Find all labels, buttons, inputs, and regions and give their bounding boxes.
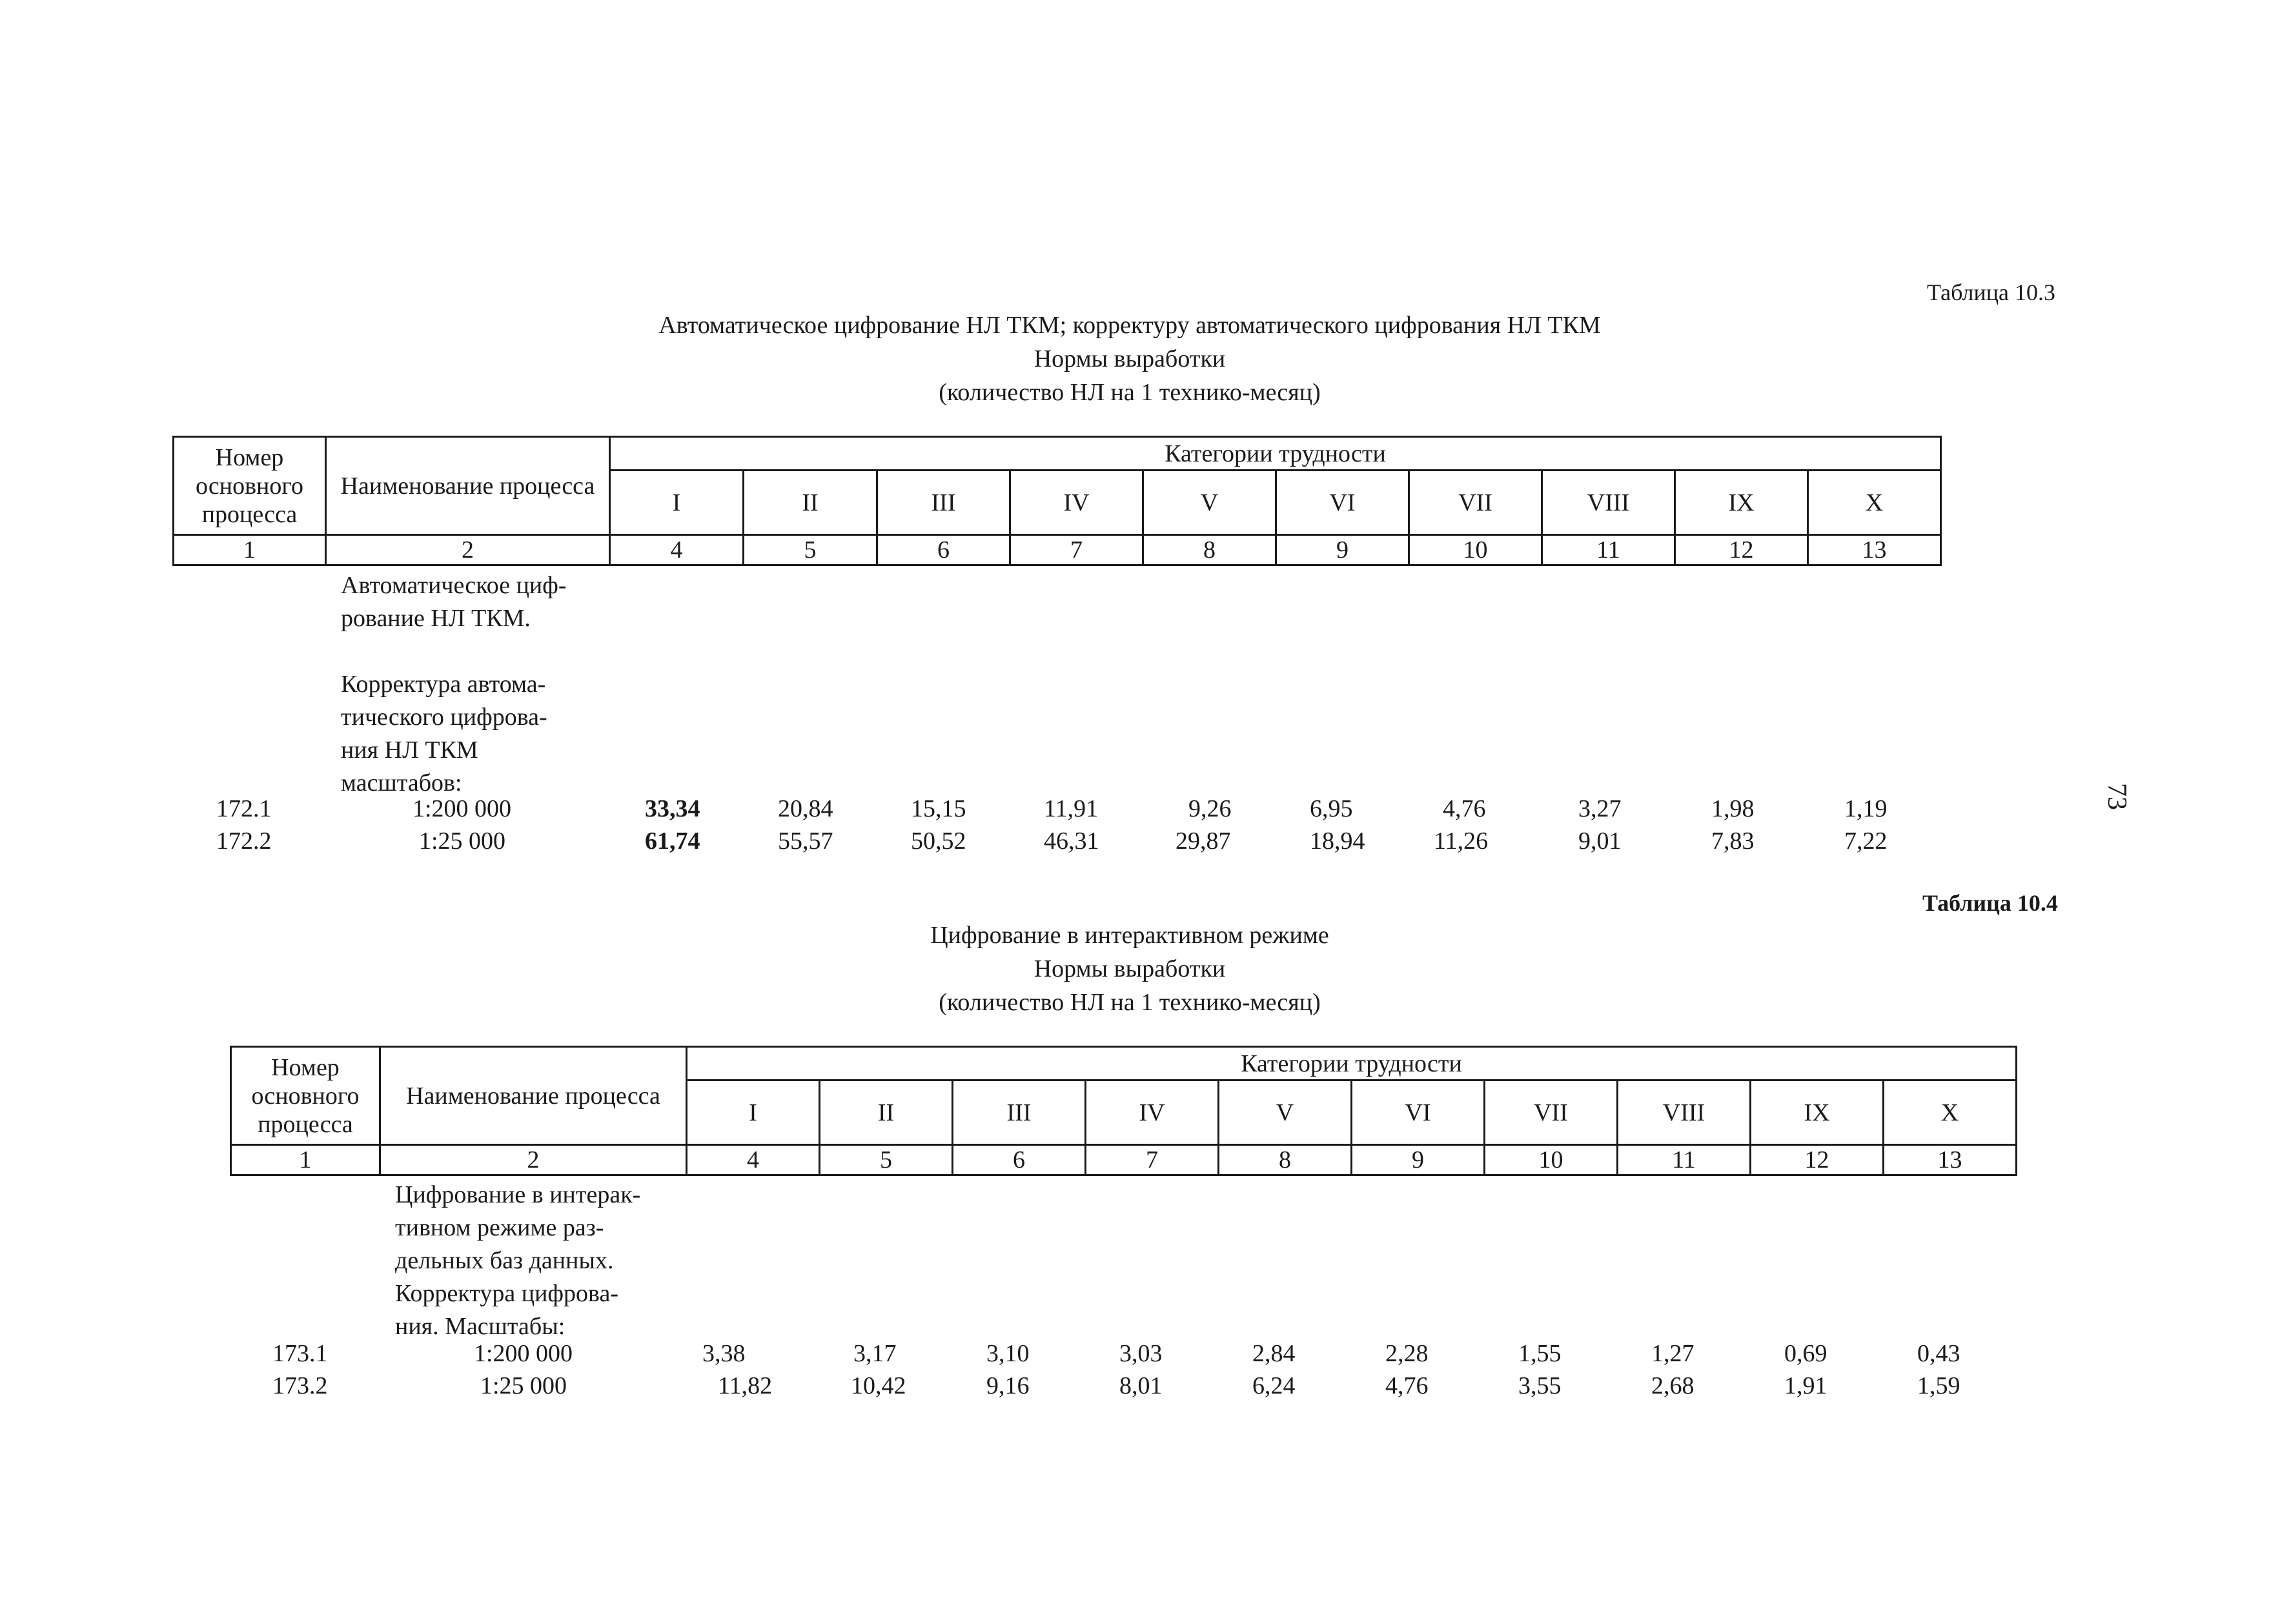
index-cell: 8 bbox=[1143, 535, 1276, 565]
row-value: 9,01 bbox=[1578, 827, 1622, 855]
index-cell: 6 bbox=[877, 535, 1010, 565]
category: V bbox=[1219, 1081, 1352, 1145]
row-value: 11,26 bbox=[1434, 827, 1489, 855]
table-label: Таблица 10.3 bbox=[1927, 279, 2055, 305]
process-description bbox=[395, 1179, 698, 1343]
page-number: 73 bbox=[2102, 783, 2132, 810]
description-line: тического цифрова- bbox=[341, 704, 547, 731]
row-value: 6,95 bbox=[1310, 795, 1353, 822]
index-cell: 11 bbox=[1542, 535, 1675, 565]
row-name: 1:25 000 bbox=[419, 827, 506, 855]
category: V bbox=[1143, 471, 1276, 535]
title-line: Нормы выработки bbox=[1033, 955, 1226, 982]
index-cell: 4 bbox=[610, 535, 744, 565]
table-row bbox=[172, 793, 1941, 825]
row-value: 4,76 bbox=[1385, 1372, 1429, 1399]
index-cell: 6 bbox=[953, 1145, 1086, 1175]
title-line: Автоматическое цифрование НЛ ТКМ; корректуру автоматического цифрования НЛ ТКМ bbox=[658, 312, 1601, 339]
description-line: Цифрование в интерак- bbox=[395, 1181, 641, 1208]
category: II bbox=[744, 471, 877, 535]
category: III bbox=[953, 1081, 1086, 1145]
index-cell: 7 bbox=[1010, 535, 1143, 565]
row-number: 172.2 bbox=[216, 827, 272, 855]
header-categories-title: Категории трудности bbox=[687, 1047, 2017, 1081]
row-value: 0,69 bbox=[1784, 1340, 1827, 1367]
row-value: 9,16 bbox=[986, 1372, 1030, 1399]
row-value: 10,42 bbox=[851, 1372, 906, 1399]
row-number: 172.1 bbox=[216, 795, 272, 822]
category: IX bbox=[1675, 471, 1808, 535]
index-cell: 1 bbox=[231, 1145, 380, 1175]
row-name: 1:200 000 bbox=[474, 1340, 573, 1367]
index-cell: 11 bbox=[1618, 1145, 1751, 1175]
description-line bbox=[341, 635, 625, 668]
table-row bbox=[172, 825, 1941, 857]
index-cell: 9 bbox=[1352, 1145, 1485, 1175]
category: VIII bbox=[1542, 471, 1675, 535]
header-categories-title: Категории трудности bbox=[610, 437, 1941, 471]
index-cell: 10 bbox=[1409, 535, 1542, 565]
table-row bbox=[230, 1337, 2013, 1370]
row-value: 6,24 bbox=[1252, 1372, 1296, 1399]
row-name: 1:200 000 bbox=[412, 795, 512, 822]
description-line: дельных баз данных. bbox=[395, 1247, 614, 1274]
description-line: масштабов: bbox=[341, 769, 462, 797]
row-value: 0,43 bbox=[1917, 1340, 1960, 1367]
row-value: 1,91 bbox=[1784, 1372, 1827, 1399]
row-value: 2,84 bbox=[1252, 1340, 1296, 1367]
index-cell: 5 bbox=[820, 1145, 953, 1175]
title-line: Нормы выработки bbox=[1033, 345, 1226, 372]
category: X bbox=[1884, 1081, 2017, 1145]
description-line: Корректура цифрова- bbox=[395, 1280, 619, 1307]
index-cell: 4 bbox=[687, 1145, 820, 1175]
category: IV bbox=[1086, 1081, 1219, 1145]
description-line: Автоматическое циф- bbox=[341, 572, 567, 599]
category: IV bbox=[1010, 471, 1143, 535]
row-value: 33,34 bbox=[645, 795, 700, 822]
index-cell: 12 bbox=[1675, 535, 1808, 565]
row-value: 3,03 bbox=[1119, 1340, 1163, 1367]
row-value: 61,74 bbox=[645, 827, 700, 855]
index-cell: 7 bbox=[1086, 1145, 1219, 1175]
row-value: 7,83 bbox=[1711, 827, 1755, 855]
row-number: 173.2 bbox=[272, 1372, 328, 1399]
category: VII bbox=[1485, 1081, 1618, 1145]
row-value: 8,01 bbox=[1119, 1372, 1163, 1399]
table-header bbox=[230, 1046, 2017, 1176]
index-cell: 13 bbox=[1808, 535, 1941, 565]
row-value: 29,87 bbox=[1176, 827, 1231, 855]
index-cell: 2 bbox=[380, 1145, 687, 1175]
index-cell: 2 bbox=[326, 535, 610, 565]
category: X bbox=[1808, 471, 1941, 535]
row-number: 173.1 bbox=[272, 1340, 328, 1367]
category: VI bbox=[1352, 1081, 1485, 1145]
row-value: 1,55 bbox=[1518, 1340, 1562, 1367]
index-cell: 5 bbox=[744, 535, 877, 565]
row-value: 9,26 bbox=[1188, 795, 1232, 822]
row-value: 11,82 bbox=[718, 1372, 773, 1399]
index-cell: 1 bbox=[174, 535, 326, 565]
header-name: Наименование процесса bbox=[326, 437, 610, 535]
row-value: 46,31 bbox=[1044, 827, 1099, 855]
row-value: 3,17 bbox=[853, 1340, 897, 1367]
title-line: Цифрование в интерактивном режиме bbox=[930, 922, 1329, 949]
process-description bbox=[341, 569, 625, 800]
index-cell: 10 bbox=[1485, 1145, 1618, 1175]
row-value: 1,27 bbox=[1651, 1340, 1695, 1367]
index-cell: 9 bbox=[1276, 535, 1409, 565]
row-value: 18,94 bbox=[1310, 827, 1365, 855]
header-number: Номер основного процесса bbox=[231, 1047, 380, 1145]
row-value: 50,52 bbox=[911, 827, 966, 855]
table-row bbox=[230, 1370, 2013, 1402]
description-line: тивном режиме раз- bbox=[395, 1214, 604, 1241]
description-line: ния. Масштабы: bbox=[395, 1313, 565, 1340]
header-name: Наименование процесса bbox=[380, 1047, 687, 1145]
row-value: 1,19 bbox=[1844, 795, 1888, 822]
category: I bbox=[610, 471, 744, 535]
table-label: Таблица 10.4 bbox=[1922, 890, 2058, 916]
title-line: (количество НЛ на 1 технико-месяц) bbox=[939, 989, 1321, 1016]
row-value: 3,10 bbox=[986, 1340, 1030, 1367]
table-header bbox=[172, 436, 1942, 566]
category: IX bbox=[1751, 1081, 1884, 1145]
category: VII bbox=[1409, 471, 1542, 535]
table-title bbox=[710, 919, 1549, 1019]
header-number: Номер основного процесса bbox=[174, 437, 326, 535]
row-value: 1,59 bbox=[1917, 1372, 1960, 1399]
description-line: ния НЛ ТКМ bbox=[341, 736, 478, 764]
description-line: Корректура автома- bbox=[341, 671, 546, 698]
index-cell: 8 bbox=[1219, 1145, 1352, 1175]
row-name: 1:25 000 bbox=[480, 1372, 567, 1399]
category: II bbox=[820, 1081, 953, 1145]
category: VI bbox=[1276, 471, 1409, 535]
row-value: 55,57 bbox=[778, 827, 833, 855]
category: I bbox=[687, 1081, 820, 1145]
title-line: (количество НЛ на 1 технико-месяц) bbox=[939, 379, 1321, 406]
row-value: 2,68 bbox=[1651, 1372, 1695, 1399]
row-value: 11,91 bbox=[1044, 795, 1099, 822]
description-line: рование НЛ ТКМ. bbox=[341, 605, 531, 632]
index-cell: 12 bbox=[1751, 1145, 1884, 1175]
category: VIII bbox=[1618, 1081, 1751, 1145]
row-value: 3,27 bbox=[1578, 795, 1622, 822]
row-value: 15,15 bbox=[911, 795, 966, 822]
table-title bbox=[555, 309, 1704, 409]
row-value: 1,98 bbox=[1711, 795, 1755, 822]
row-value: 20,84 bbox=[778, 795, 833, 822]
row-value: 3,55 bbox=[1518, 1372, 1562, 1399]
row-value: 2,28 bbox=[1385, 1340, 1429, 1367]
row-value: 7,22 bbox=[1844, 827, 1888, 855]
index-cell: 13 bbox=[1884, 1145, 2017, 1175]
category: III bbox=[877, 471, 1010, 535]
row-value: 4,76 bbox=[1443, 795, 1486, 822]
row-value: 3,38 bbox=[702, 1340, 746, 1367]
